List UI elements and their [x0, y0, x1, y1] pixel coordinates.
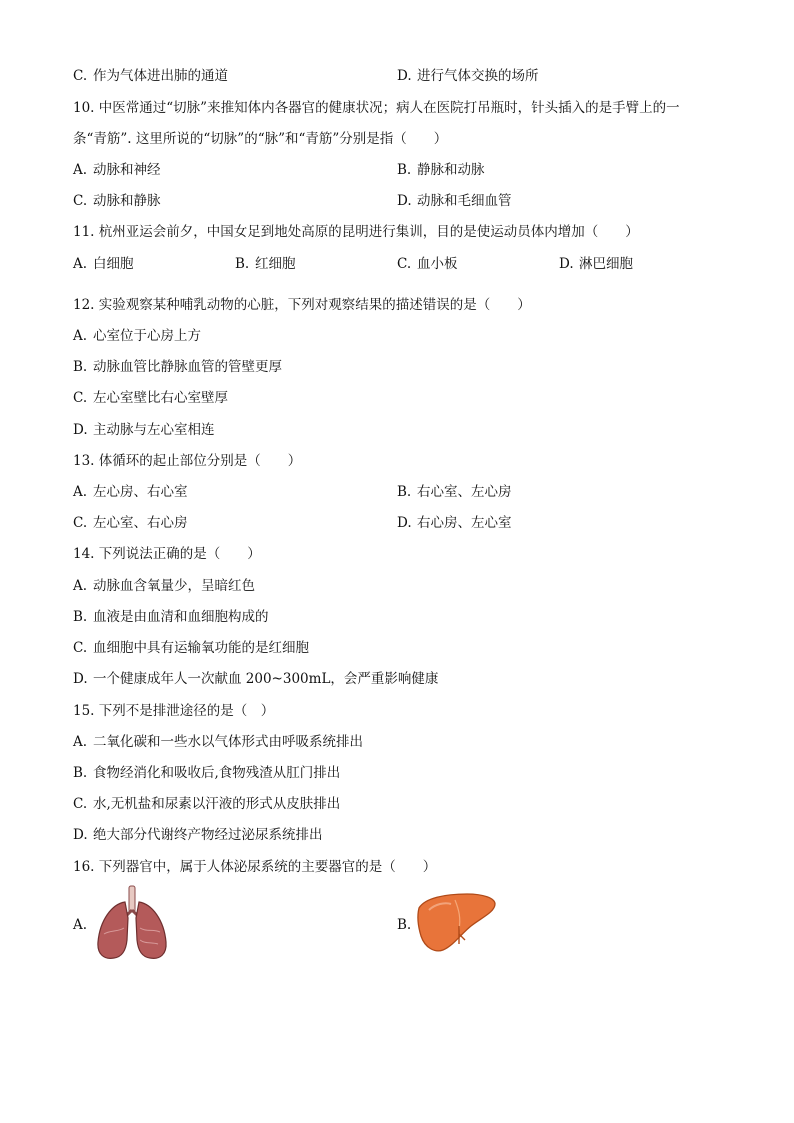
- q13-option-d: [397, 514, 512, 532]
- q16-option-b-letter: B.: [397, 917, 412, 933]
- option-text: 动脉和神经: [93, 162, 161, 178]
- q11-option-a: [73, 255, 134, 273]
- option-text: 心室位于心房上方: [93, 328, 201, 344]
- q10-option-c: [73, 192, 161, 210]
- option-text: 一个健康成年人一次献血 200~300mL，会严重影响健康: [93, 671, 439, 687]
- option-letter: D.: [559, 256, 574, 272]
- option-text: 红细胞: [255, 256, 296, 272]
- option-text: 作为气体进出肺的通道: [93, 68, 228, 84]
- q15-option-b: [73, 764, 340, 782]
- option-letter: D.: [397, 515, 412, 531]
- option-letter: B.: [235, 256, 250, 272]
- q11-option-b: [235, 255, 296, 273]
- q10-stem-line2: 条“青筋”. 这里所说的“切脉”的“脉”和“青筋”分别是指（ ）: [73, 131, 448, 147]
- q16-stem: 16. 下列器官中，属于人体泌尿系统的主要器官的是（ ）: [73, 859, 437, 875]
- option-letter: B.: [397, 484, 412, 500]
- option-text: 动脉血管比静脉血管的管壁更厚: [93, 359, 282, 375]
- option-text: 动脉和静脉: [93, 193, 161, 209]
- q12-option-c: [73, 389, 228, 407]
- option-letter: A.: [73, 578, 88, 594]
- option-letter: A.: [73, 484, 88, 500]
- option-letter: D.: [73, 422, 88, 438]
- option-letter: B.: [73, 609, 88, 625]
- q10-option-b: [397, 161, 485, 179]
- option-text: 食物经消化和吸收后,食物残渣从肛门排出: [93, 765, 341, 781]
- option-letter: D.: [73, 671, 88, 687]
- q14-option-a: [73, 577, 255, 595]
- option-text: 左心室壁比右心室壁厚: [93, 390, 228, 406]
- option-letter: B.: [73, 359, 88, 375]
- option-letter: C.: [73, 390, 88, 406]
- q14-option-b: [73, 608, 269, 626]
- q13-option-c: [73, 514, 188, 532]
- option-letter: C.: [73, 68, 88, 84]
- q9-option-d: [397, 67, 539, 85]
- q11-option-d: [559, 255, 633, 273]
- option-letter: C.: [73, 515, 88, 531]
- q13-option-b: [397, 483, 512, 501]
- option-text: 水,无机盐和尿素以汗液的形式从皮肤排出: [93, 796, 341, 812]
- option-text: 血细胞中具有运输氧功能的是红细胞: [93, 640, 309, 656]
- q15-option-a: [73, 733, 363, 751]
- q13-stem: 13. 体循环的起止部位分别是（ ）: [73, 453, 302, 469]
- option-text: 右心房、左心室: [417, 515, 512, 531]
- option-letter: C.: [73, 796, 88, 812]
- option-letter: C.: [397, 256, 412, 272]
- q15-option-d: [73, 826, 323, 844]
- q10-stem-line1: 10. 中医常通过“切脉”来推知体内各器官的健康状况；病人在医院打吊瓶时，针头插入的是手臂上的一: [73, 100, 680, 116]
- option-letter: C.: [73, 640, 88, 656]
- q12-option-a: [73, 327, 201, 345]
- q12-option-b: [73, 358, 282, 376]
- option-text: 右心室、左心房: [417, 484, 512, 500]
- option-text: 血小板: [417, 256, 458, 272]
- option-text: 主动脉与左心室相连: [93, 422, 215, 438]
- option-letter: B.: [397, 162, 412, 178]
- option-letter: B.: [73, 765, 88, 781]
- option-text: 动脉和毛细血管: [417, 193, 512, 209]
- option-letter: A.: [73, 162, 88, 178]
- q15-option-c: [73, 795, 340, 813]
- lungs-icon: [92, 884, 172, 964]
- option-letter: D.: [397, 68, 412, 84]
- option-text: 左心室、右心房: [93, 515, 188, 531]
- option-letter: A.: [73, 256, 88, 272]
- option-text: 绝大部分代谢终产物经过泌尿系统排出: [93, 827, 323, 843]
- option-letter: A.: [73, 734, 88, 750]
- q16-option-a-letter: A.: [73, 917, 88, 933]
- option-text: 动脉血含氧量少，呈暗红色: [93, 578, 255, 594]
- q11-stem: 11. 杭州亚运会前夕，中国女足到地处高原的昆明进行集训，目的是使运动员体内增加（ ）: [73, 224, 639, 240]
- liver-icon: [415, 888, 499, 958]
- option-text: 血液是由血清和血细胞构成的: [93, 609, 269, 625]
- q12-stem: 12. 实验观察某种哺乳动物的心脏，下列对观察结果的描述错误的是（ ）: [73, 297, 531, 313]
- option-letter: C.: [73, 193, 88, 209]
- q13-option-a: [73, 483, 188, 501]
- option-text: 白细胞: [93, 256, 134, 272]
- option-letter: A.: [73, 328, 88, 344]
- option-letter: D.: [397, 193, 412, 209]
- option-text: 进行气体交换的场所: [417, 68, 539, 84]
- option-letter: D.: [73, 827, 88, 843]
- option-text: 静脉和动脉: [417, 162, 485, 178]
- q14-stem: 14. 下列说法正确的是（ ）: [73, 546, 261, 562]
- q10-option-a: [73, 161, 161, 179]
- q12-option-d: [73, 421, 215, 439]
- option-text: 二氧化碳和一些水以气体形式由呼吸系统排出: [93, 734, 363, 750]
- q14-option-d: [73, 670, 438, 688]
- q10-option-d: [397, 192, 512, 210]
- q11-option-c: [397, 255, 458, 273]
- q15-stem: 15. 下列不是排泄途径的是（ ）: [73, 703, 275, 719]
- q14-option-c: [73, 639, 309, 657]
- option-text: 左心房、右心室: [93, 484, 188, 500]
- option-text: 淋巴细胞: [579, 256, 633, 272]
- q9-option-c: [73, 67, 228, 85]
